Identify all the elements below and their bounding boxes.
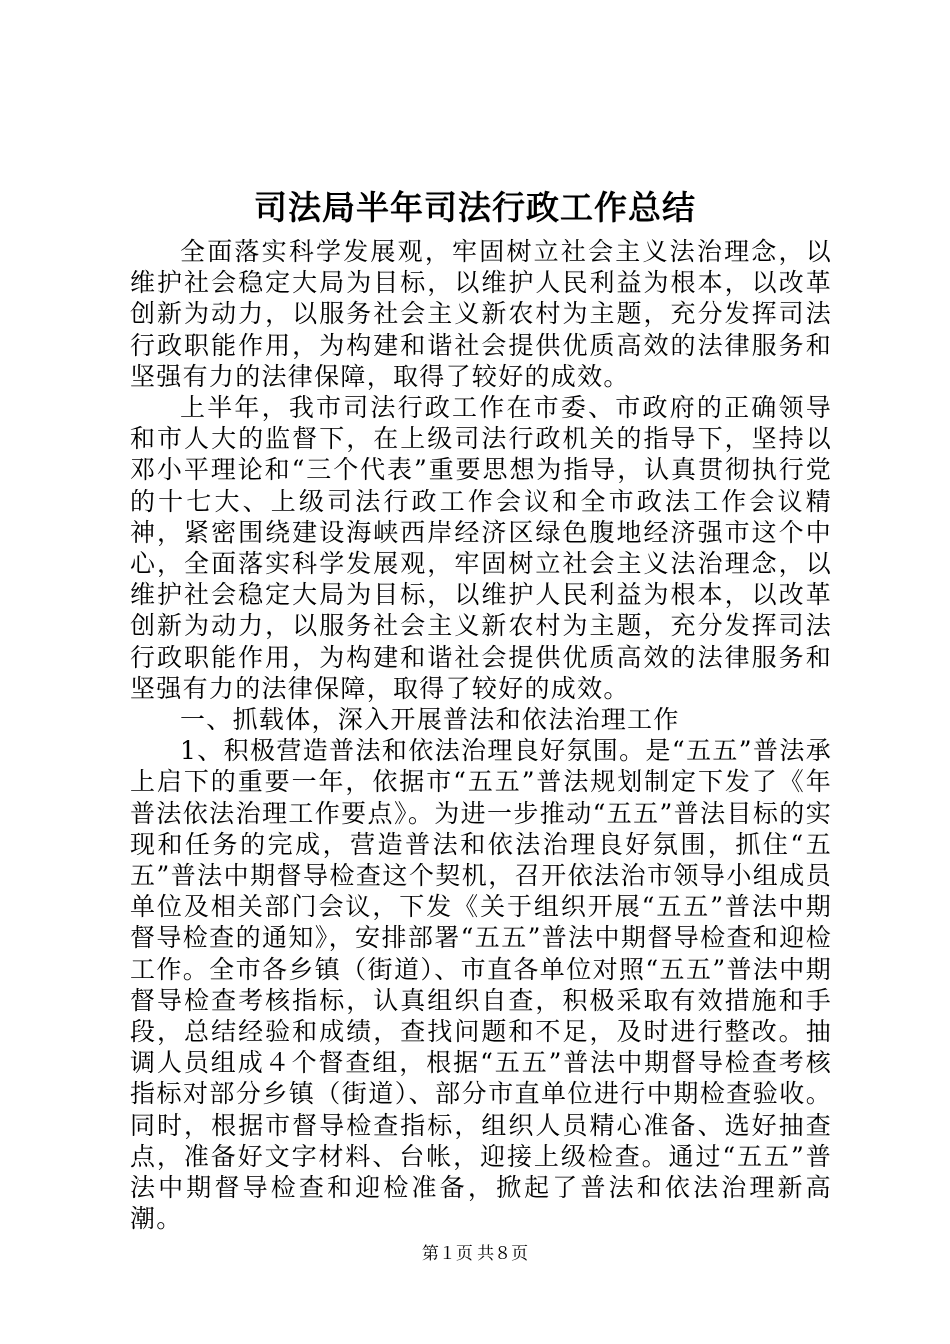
section-heading-1: 一、抓载体，深入开展普法和依法治理工作 bbox=[180, 705, 680, 735]
paragraph-item-1: 1、积极营造普法和依法治理良好氛围。是“五五”普法承上启下的重要一年，依据市“五五”普法规划制定下发了《年普法依法治理工作要点》。为进一步推动“五五”普法目标的实现和任务的完成，营造普法和依法治理良好氛围，抓住“五五”普法中期督导检查这个契机，召开依法治市领导小组成员单位及相关部门会议，下发《关于组织开展“五五”普法中期督导检查的通知》，安排部署“五五”普法中期督导检查和迎检工作。全市各乡镇（街道）、市直各单位对照“五五”普法中期督导检查考核指标，认真组织自查，积极采取有效措施和手段，总结经验和成绩，查找问题和不足，及时进行整改。抽调人员组成４个督查组，根据“五五”普法中期督导检查考核指标对部分乡镇（街道）、部分市直单位进行中期检查验收。同时，根据市督导检查指标，组织人员精心准备、选好抽查点，准备好文字材料、台帐，迎接上级检查。通过“五五”普法中期督导检查和迎检准备，掀起了普法和依法治理新高潮。 bbox=[130, 736, 832, 1234]
document-title: 司法局半年司法行政工作总结 bbox=[254, 188, 696, 227]
document-body bbox=[130, 236, 832, 1235]
paragraph-intro: 全面落实科学发展观，牢固树立社会主义法治理念，以维护社会稳定大局为目标，以维护人民利益为根本，以改革创新为动力，以服务社会主义新农村为主题，充分发挥司法行政职能作用，为构建和谐社会提供优质高效的法律服务和坚强有力的法律保障，取得了较好的成效。 bbox=[130, 237, 832, 391]
page-footer: 第１页 共８页 bbox=[421, 1244, 529, 1263]
paragraph-first-half-summary: 上半年，我市司法行政工作在市委、市政府的正确领导和市人大的监督下，在上级司法行政机关的指导下，坚持以邓小平理论和“三个代表”重要思想为指导，认真贯彻执行党的十七大、上级司法行政工作会议和全市政法工作会议精神，紧密围绕建设海峡西岸经济区绿色腹地经济强市这个中心，全面落实科学发展观，牢固树立社会主义法治理念，以维护社会稳定大局为目标，以维护人民利益为根本，以改革创新为动力，以服务社会主义新农村为主题，充分发挥司法行政职能作用，为构建和谐社会提供优质高效的法律服务和坚强有力的法律保障，取得了较好的成效。 bbox=[130, 393, 832, 703]
